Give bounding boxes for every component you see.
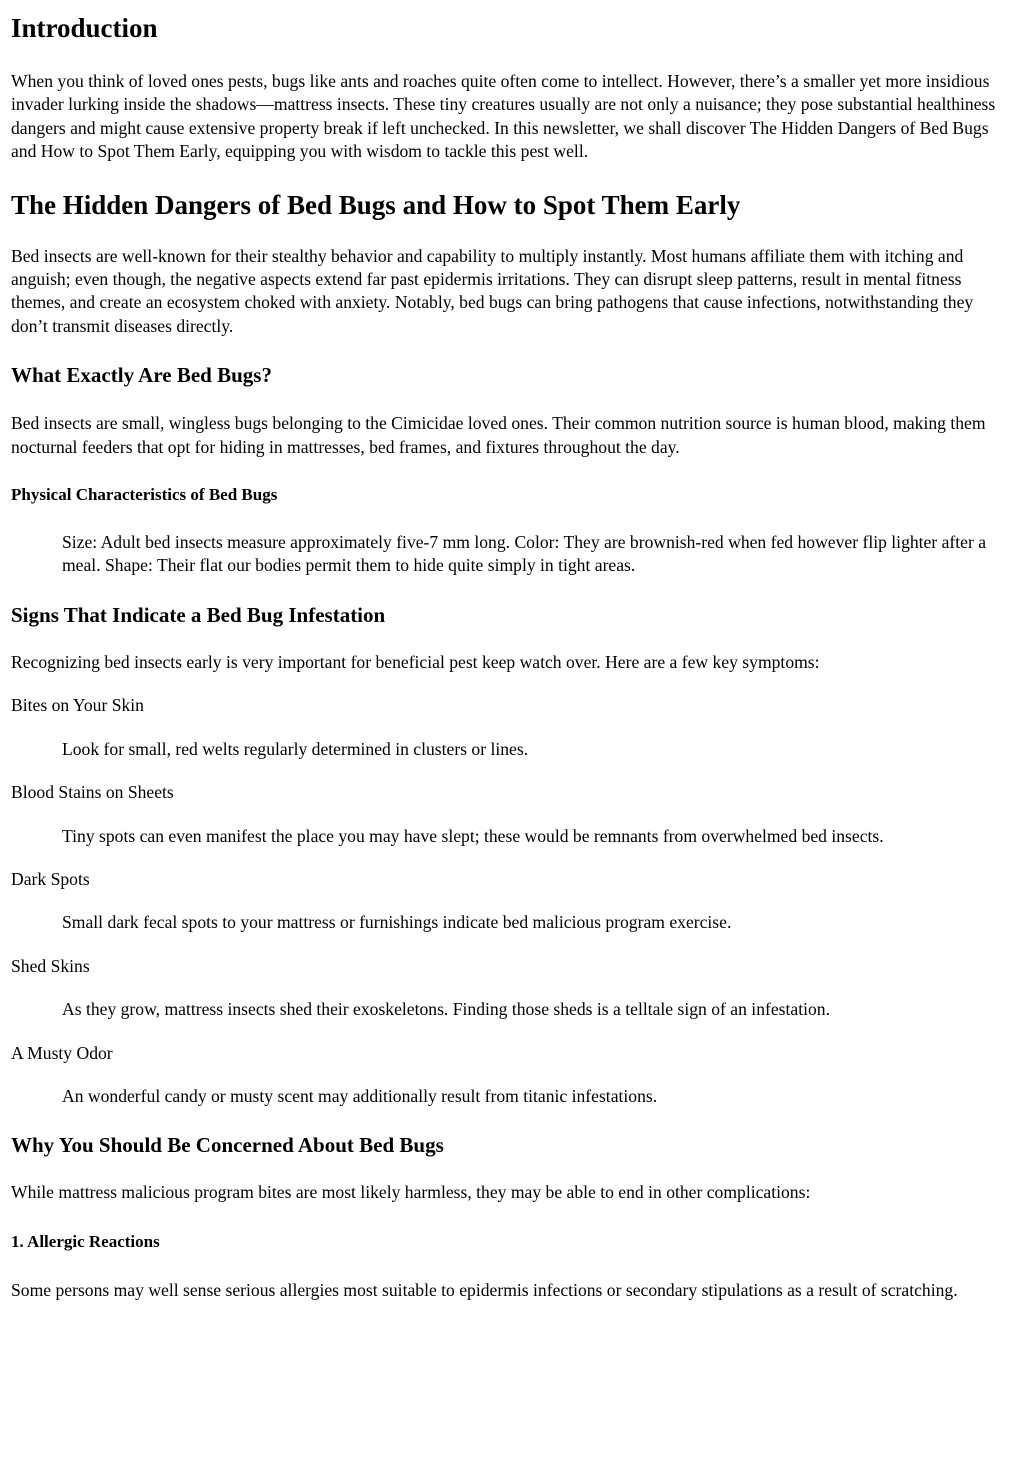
sign-label-blood-stains: Blood Stains on Sheets (11, 782, 174, 803)
physical-characteristics-paragraph: Size: Adult bed insects measure approximately five-7 mm long. Color: They are brownish-red when fed however flip lighter after a meal. Shape: Their flat our bodies permit them to hide quite simply in tight areas. (62, 532, 987, 576)
concern-intro: While mattress malicious program bites are most likely harmless, they may be able to end in other complications: (11, 1182, 811, 1203)
sign-desc-musty-odor: An wonderful candy or musty scent may additionally result from titanic infestations. (62, 1085, 658, 1106)
sign-desc-blood-stains: Tiny spots can even manifest the place you may have slept; these would be remnants from overwhelmed bed insects. (62, 825, 884, 846)
what-are-bed-bugs-paragraph: Bed insects are small, wingless bugs belonging to the Cimicidae loved ones. Their common nutrition source is human blood, making them nocturnal feeders that opt for hiding in mattresses, bed frames, and fixtures throughout the day. (11, 413, 986, 457)
allergic-reactions-heading: 1. Allergic Reactions (11, 1231, 160, 1251)
article (0, 12, 1024, 1302)
sign-label-musty-odor: A Musty Odor (11, 1042, 113, 1063)
concern-heading: Why You Should Be Concerned About Bed Bugs (11, 1133, 444, 1158)
main-paragraph: Bed insects are well-known for their stealthy behavior and capability to multiply instantly. Most humans affiliate them with itching and anguish; even though, the negative aspects extend far past epidermis irritations. They can disrupt sleep patterns, result in mental fitness themes, and create an ecosystem choked with anxiety. Notably, bed bugs can bring pathogens that cause infections, notwithstanding they don’t transmit diseases directly. (11, 245, 974, 336)
allergic-reactions-paragraph: Some persons may well sense serious allergies most suitable to epidermis infections or secondary stipulations as a result of scratching. (11, 1279, 958, 1300)
what-are-bed-bugs-heading: What Exactly Are Bed Bugs? (11, 363, 272, 388)
sign-desc-dark-spots: Small dark fecal spots to your mattress or furnishings indicate bed malicious program exercise. (62, 912, 732, 933)
sign-label-bites: Bites on Your Skin (11, 695, 144, 716)
sign-desc-bites: Look for small, red welts regularly determined in clusters or lines. (62, 738, 529, 759)
signs-intro: Recognizing bed insects early is very important for beneficial pest keep watch over. Here are a few key symptoms: (11, 651, 820, 672)
signs-list (11, 694, 1014, 1108)
sign-label-shed-skins: Shed Skins (11, 955, 90, 976)
physical-characteristics-heading: Physical Characteristics of Bed Bugs (11, 485, 278, 505)
main-heading: The Hidden Dangers of Bed Bugs and How to Spot Them Early (11, 189, 741, 220)
intro-heading: Introduction (11, 13, 158, 43)
sign-desc-shed-skins: As they grow, mattress insects shed their exoskeletons. Finding those sheds is a telltale sign of an infestation. (62, 999, 830, 1020)
signs-heading: Signs That Indicate a Bed Bug Infestation (11, 602, 386, 627)
intro-paragraph: When you think of loved ones pests, bugs like ants and roaches quite often come to intellect. However, there’s a smaller yet more insidious invader lurking inside the shadows—mattress insects. These tiny creatures usually are not only a nuisance; they pose substantial healthiness dangers and might cause extensive property break if left unchecked. In this newsletter, we shall discover The Hidden Dangers of Bed Bugs and How to Spot Them Early, equipping you with wisdom to tackle this pest well. (11, 71, 996, 162)
sign-label-dark-spots: Dark Spots (11, 868, 90, 889)
